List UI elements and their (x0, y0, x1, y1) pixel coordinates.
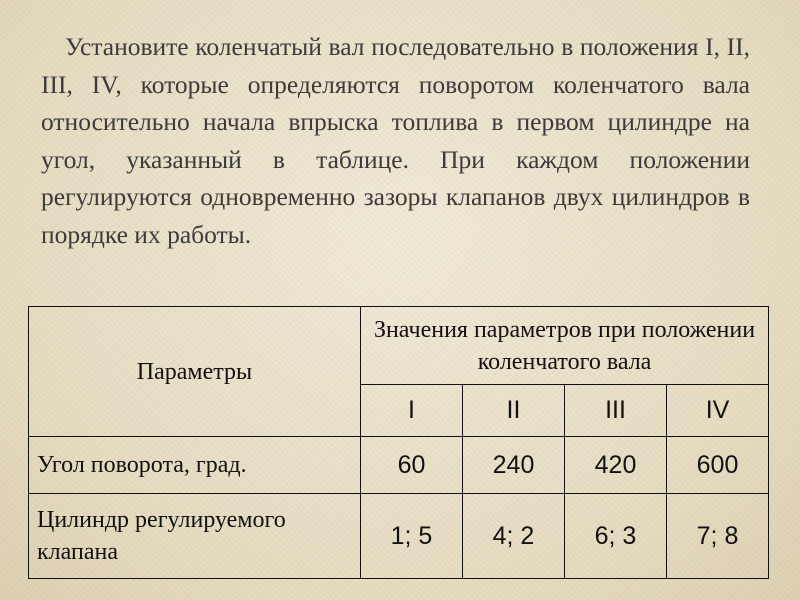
header-values: Значения параметров при положении коленчатого вала (361, 307, 769, 385)
header-parameters: Параметры (29, 307, 361, 437)
table-cell: 6; 3 (565, 494, 667, 579)
table-cell: 4; 2 (463, 494, 565, 579)
table-row (29, 437, 769, 494)
position-header: I (361, 385, 463, 437)
table-cell: 420 (565, 437, 667, 494)
table-cell: 7; 8 (667, 494, 769, 579)
instruction-paragraph: Установите коленчатый вал последовательно в положения I, II, III, IV, которые определяются поворотом коленчатого вала относительно начала впрыска топлива в первом цилиндре на угол, указанный в таблице. При каждом положении регулируются одновременно зазоры клапанов двух цилиндров в порядке их работы. (41, 32, 750, 249)
table-cell: 240 (463, 437, 565, 494)
parameters-table (28, 306, 769, 579)
table-cell: 1; 5 (361, 494, 463, 579)
position-header: II (463, 385, 565, 437)
position-header: III (565, 385, 667, 437)
position-header: IV (667, 385, 769, 437)
table-cell: 60 (361, 437, 463, 494)
table-cell: 600 (667, 437, 769, 494)
row-label: Угол поворота, град. (29, 437, 361, 494)
row-label: Цилиндр регулируемого клапана (29, 494, 361, 579)
table-row (29, 494, 769, 579)
